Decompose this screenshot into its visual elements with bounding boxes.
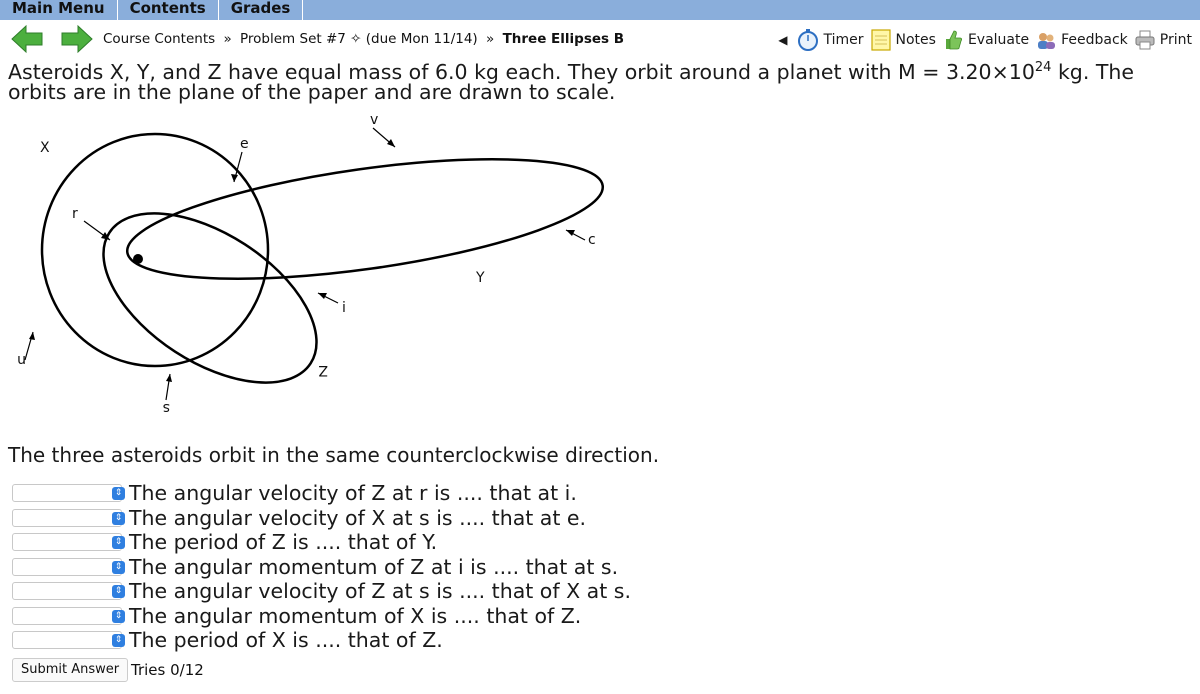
orbit-z <box>75 179 346 417</box>
timer-button[interactable] <box>778 29 863 51</box>
stopwatch-icon <box>797 29 819 51</box>
timer-label: Timer <box>823 32 864 48</box>
question-text <box>8 62 1194 102</box>
orbit-diagram-svg <box>0 112 640 422</box>
feedback-button[interactable] <box>1035 29 1128 51</box>
select-arrows-icon: ⇕ <box>112 561 125 574</box>
orbit-x <box>42 134 268 366</box>
statement-text: The angular momentum of Z at i is .... that at s. <box>129 554 619 579</box>
label-v: v <box>370 112 379 128</box>
label-c: c <box>588 232 596 248</box>
label-i: i <box>342 300 346 316</box>
answer-row <box>12 555 631 580</box>
menu-contents[interactable]: Contents <box>118 0 219 20</box>
label-s: s <box>162 400 170 416</box>
select-arrows-icon: ⇕ <box>112 487 125 500</box>
left-triangle-icon: ◀ <box>778 33 788 47</box>
statement-text: The angular velocity of X at s is .... that at e. <box>129 505 587 530</box>
breadcrumb-diamond-icon: ✧ <box>350 31 362 47</box>
label-x: X <box>40 140 50 156</box>
top-menu-bar <box>0 0 1200 20</box>
notepad-icon <box>870 29 892 51</box>
answer-select[interactable] <box>12 558 122 576</box>
back-arrow-icon[interactable] <box>10 24 44 54</box>
answer-row <box>12 481 631 506</box>
label-e: e <box>240 136 249 152</box>
orbit-diagram <box>0 112 640 422</box>
select-arrows-icon: ⇕ <box>112 536 125 549</box>
thumbs-up-icon <box>942 29 964 51</box>
answer-row <box>12 530 631 555</box>
select-arrows-icon: ⇕ <box>112 634 125 647</box>
evaluate-button[interactable] <box>942 29 1029 51</box>
print-button[interactable] <box>1134 29 1192 51</box>
print-label: Print <box>1159 32 1192 48</box>
statement-text: The period of Z is .... that of Y. <box>129 530 438 555</box>
statement-text: The angular velocity of Z at r is .... that at i. <box>129 481 577 506</box>
answer-row <box>12 506 631 531</box>
feedback-label: Feedback <box>1061 32 1128 48</box>
submit-answer-button[interactable]: Submit Answer <box>12 658 128 682</box>
answer-select[interactable] <box>12 509 122 527</box>
answer-select[interactable] <box>12 582 122 600</box>
question-exponent: 24 <box>1034 60 1052 76</box>
breadcrumb-problem-set[interactable]: Problem Set #7 <box>240 31 346 47</box>
breadcrumb-current-page: Three Ellipses B <box>502 31 625 47</box>
statement-text: The angular velocity of Z at s is .... that of X at s. <box>129 579 631 604</box>
breadcrumb-separator: » <box>486 31 495 47</box>
navigation-bar <box>0 20 1200 58</box>
evaluate-label: Evaluate <box>967 32 1030 48</box>
select-arrows-icon: ⇕ <box>112 512 125 525</box>
forward-arrow-icon[interactable] <box>60 24 94 54</box>
label-r: r <box>72 206 78 222</box>
answer-select[interactable] <box>12 533 122 551</box>
select-arrows-icon: ⇕ <box>112 610 125 623</box>
breadcrumb <box>103 31 624 47</box>
answer-row <box>12 628 631 653</box>
toolbar <box>772 28 1192 52</box>
answer-select[interactable] <box>12 607 122 625</box>
answer-select[interactable] <box>12 631 122 649</box>
feedback-people-icon <box>1035 29 1057 51</box>
tries-counter: Tries 0/12 <box>131 661 204 679</box>
notes-label: Notes <box>895 32 936 48</box>
label-n: n <box>17 352 26 368</box>
select-arrows-icon: ⇕ <box>112 585 125 598</box>
statement-text: The period of X is .... that of Z. <box>129 628 443 653</box>
answer-row <box>12 579 631 604</box>
printer-icon <box>1134 29 1156 51</box>
statement-text: The angular momentum of X is .... that of Z. <box>129 603 582 628</box>
breadcrumb-course-contents[interactable]: Course Contents <box>103 31 216 47</box>
answer-select[interactable] <box>12 484 122 502</box>
breadcrumb-due-date: (due Mon 11/14) <box>365 31 478 47</box>
menu-main[interactable]: Main Menu <box>0 0 118 20</box>
label-y: Y <box>476 270 485 286</box>
notes-button[interactable] <box>870 29 936 51</box>
answer-list <box>12 481 631 653</box>
planet-dot <box>133 254 143 264</box>
breadcrumb-separator: » <box>223 31 232 47</box>
question-text-part-a: Asteroids X, Y, and Z have equal mass of 6.0 kg each. They orbit around a planet with M = 3.20×10 <box>8 60 1035 84</box>
answer-row <box>12 604 631 629</box>
menu-grades[interactable]: Grades <box>219 0 304 20</box>
question-text-part-b: kg. The orbits are in the plane of the paper and are drawn to scale. <box>8 60 1134 104</box>
direction-text: The three asteroids orbit in the same counterclockwise direction. <box>8 443 660 467</box>
label-z: Z <box>318 362 328 378</box>
